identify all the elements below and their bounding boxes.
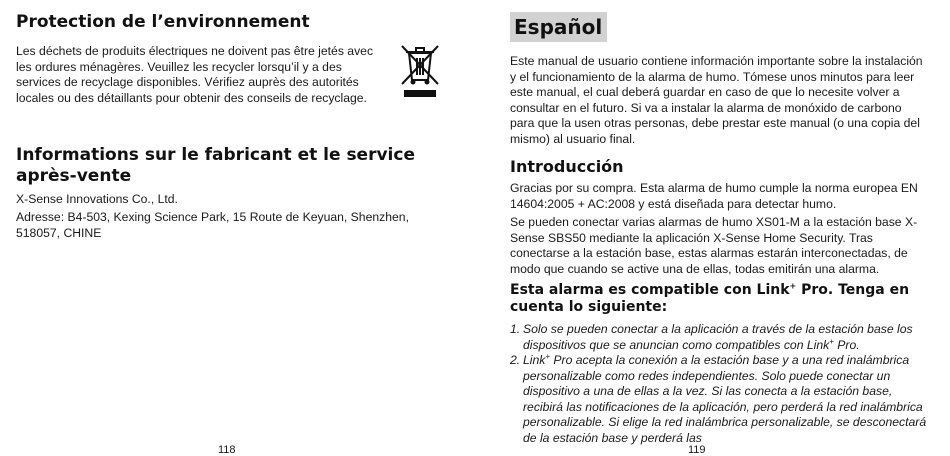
- list-item-text-end: Pro.: [833, 337, 860, 352]
- list-item-number: 1.: [510, 322, 521, 336]
- compat-title-part-b: Pro. Tenga en cuenta lo siguiente:: [510, 282, 910, 315]
- list-item: [510, 322, 930, 353]
- right-page: [475, 0, 950, 455]
- list-item-text-end: Pro acepta la conexión a la estación base y a una red inalámbrica personalizable como redes independientes. Solo puede conectar un dispositivo a una de ellas a la vez. Si las conecta a la estación base, recibirá las notificaciones de la aplicación, pero perderá la red inalámbrica personalizable. Si elige la red inalámbrica personalizable, se desconectará de la estación base y perderá las: [523, 353, 927, 445]
- crossed-out-wheelie-bin-icon: [400, 44, 440, 99]
- list-item: [510, 353, 930, 446]
- list-item-text: Link: [523, 353, 546, 367]
- environment-section-title: Protection de l’environnement: [16, 12, 310, 32]
- list-item-sup: +: [545, 351, 551, 361]
- list-item-sup: +: [829, 336, 834, 346]
- introduccion-paragraph-2: Se pueden conectar varias alarmas de humo XS01-M a la estación base X-Sense SBS50 mediante la aplicación X-Sense Home Security. Tras conectarse a la estación base, estas alarmas estarán interconectadas, de modo que cuando se active una de ellas, todas emitirán una alarma.: [510, 215, 918, 276]
- left-page: [0, 0, 475, 455]
- company-address: Adresse: B4-503, Kexing Science Park, 15 Route de Keyuan, Shenzhen, 518057, CHINE: [16, 210, 409, 240]
- list-item-text: Solo se pueden conectar a la aplicación a través de la estación base los dispositivos que se anuncian como compatibles con Link: [523, 322, 913, 352]
- introduccion-title: Introducción: [510, 157, 624, 176]
- list-item-number: 2.: [510, 353, 521, 367]
- language-title: Español: [510, 12, 607, 42]
- compatibility-title: [510, 282, 910, 316]
- environment-section-text: Les déchets de produits électriques ne doivent pas être jetés avec les ordures ménagères. Veuillez les recycler lorsqu’il y a des services de recyclage disponibles. Vérifiez auprès des autorités locales ou des détaillants pour obtenir des conseils de recyclage.: [16, 44, 374, 105]
- manufacturer-section-title: Informations sur le fabricant et le service après-vente: [16, 145, 415, 186]
- introduccion-paragraph-1: Gracias por su compra. Esta alarma de humo cumple la norma europea EN 14604:2005 + AC:2008 y está diseñada para detectar humo.: [510, 181, 918, 211]
- intro-paragraph: Este manual de usuario contiene información importante sobre la instalación y el funcionamiento de la alarma de humo. Tómese unos minutos para leer este manual, el cual deberá guardar en caso de que lo necesite volver a consultar en el futuro. Si va a instalar la alarma de monóxido de carbono para que la usen otras personas, debe prestar este manual (o una copia del mismo) al usuario final.: [510, 54, 923, 146]
- compatibility-list: [510, 322, 930, 446]
- compat-sup: +: [789, 281, 797, 291]
- page-number-right: 119: [688, 444, 706, 456]
- company-name: X-Sense Innovations Co., Ltd.: [16, 192, 178, 206]
- compat-title-part-a: Esta alarma es compatible con Link: [510, 282, 790, 298]
- page-number-left: 118: [218, 444, 236, 456]
